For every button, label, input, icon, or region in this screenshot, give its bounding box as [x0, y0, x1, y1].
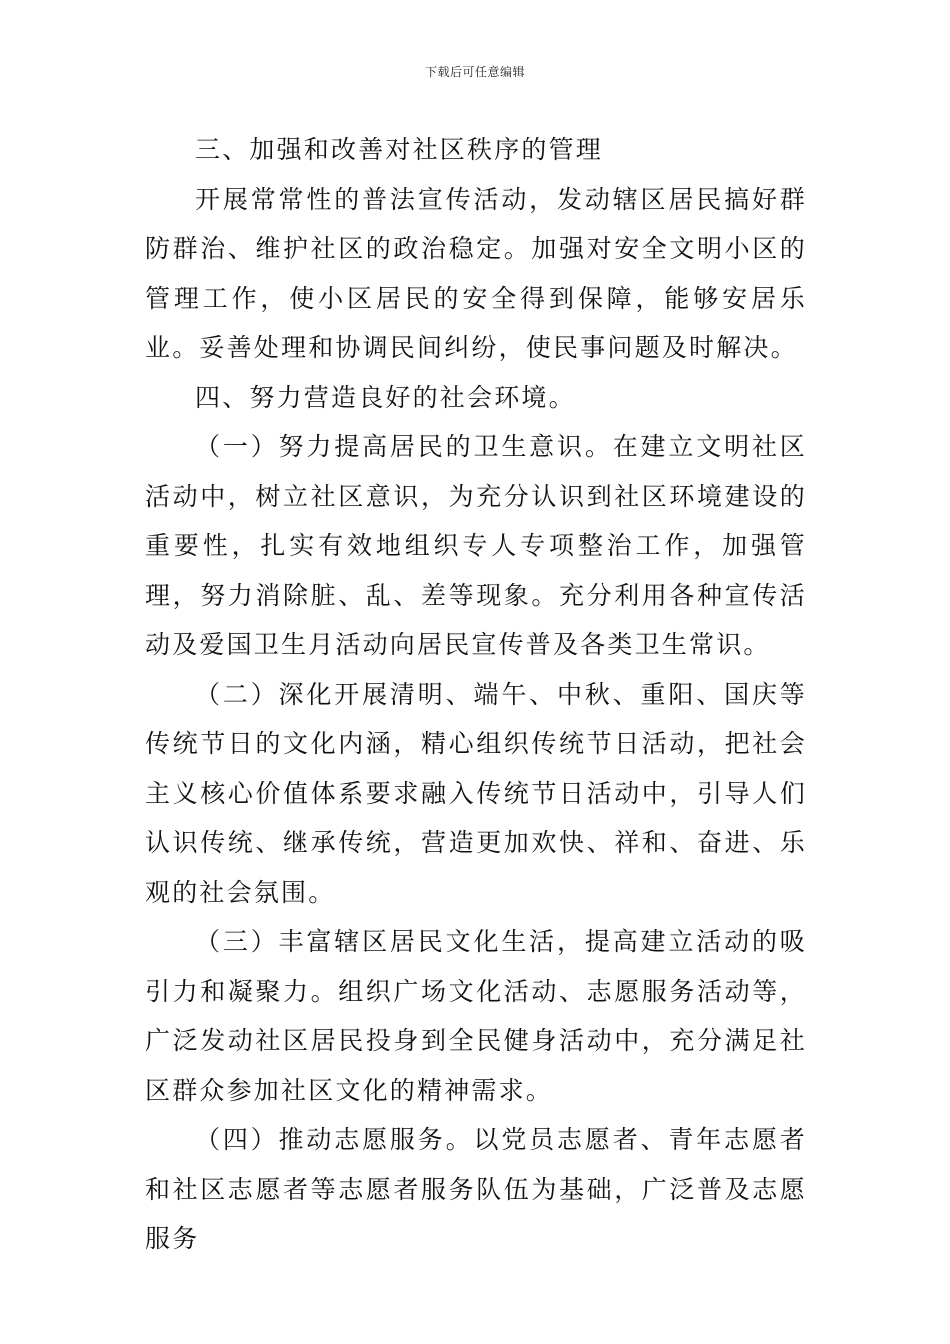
paragraph-hygiene-awareness: （一）努力提高居民的卫生意识。在建立文明社区活动中，树立社区意识，为充分认识到社区环境建设的重要性，扎实有效地组织专人专项整治工作，加强管理，努力消除脏、乱、差等现象。充分利用各种宣传活动及爱国卫生月活动向居民宣传普及各类卫生常识。 — [145, 432, 807, 659]
paragraph-order-management: 开展常常性的普法宣传活动，发动辖区居民搞好群防群治、维护社区的政治稳定。加强对安全文明小区的管理工作，使小区居民的安全得到保障，能够安居乐业。妥善处理和协调民间纠纷，使民事问题及时解决。 — [145, 184, 807, 362]
section-heading-4: 四、努力营造良好的社会环境。 — [195, 382, 576, 412]
section-heading-3: 三、加强和改善对社区秩序的管理 — [195, 135, 604, 164]
page-header-note: 下载后可任意编辑 — [424, 65, 525, 79]
document-body — [145, 125, 807, 1264]
paragraph-cultural-life: （三）丰富辖区居民文化生活，提高建立活动的吸引力和凝聚力。组织广场文化活动、志愿服务活动等，广泛发动社区居民投身到全民健身活动中，充分满足社区群众参加社区文化的精神需求。 — [145, 927, 807, 1105]
paragraph-volunteer-service: （四）推动志愿服务。以党员志愿者、青年志愿者和社区志愿者等志愿者服务队伍为基础，广泛普及志愿服务 — [145, 1125, 807, 1253]
paragraph-traditional-festivals: （二）深化开展清明、端午、中秋、重阳、国庆等传统节日的文化内涵，精心组织传统节日活动，把社会主义核心价值体系要求融入传统节日活动中，引导人们认识传统、继承传统，营造更加欢快、祥和、奋进、乐观的社会氛围。 — [145, 679, 807, 907]
